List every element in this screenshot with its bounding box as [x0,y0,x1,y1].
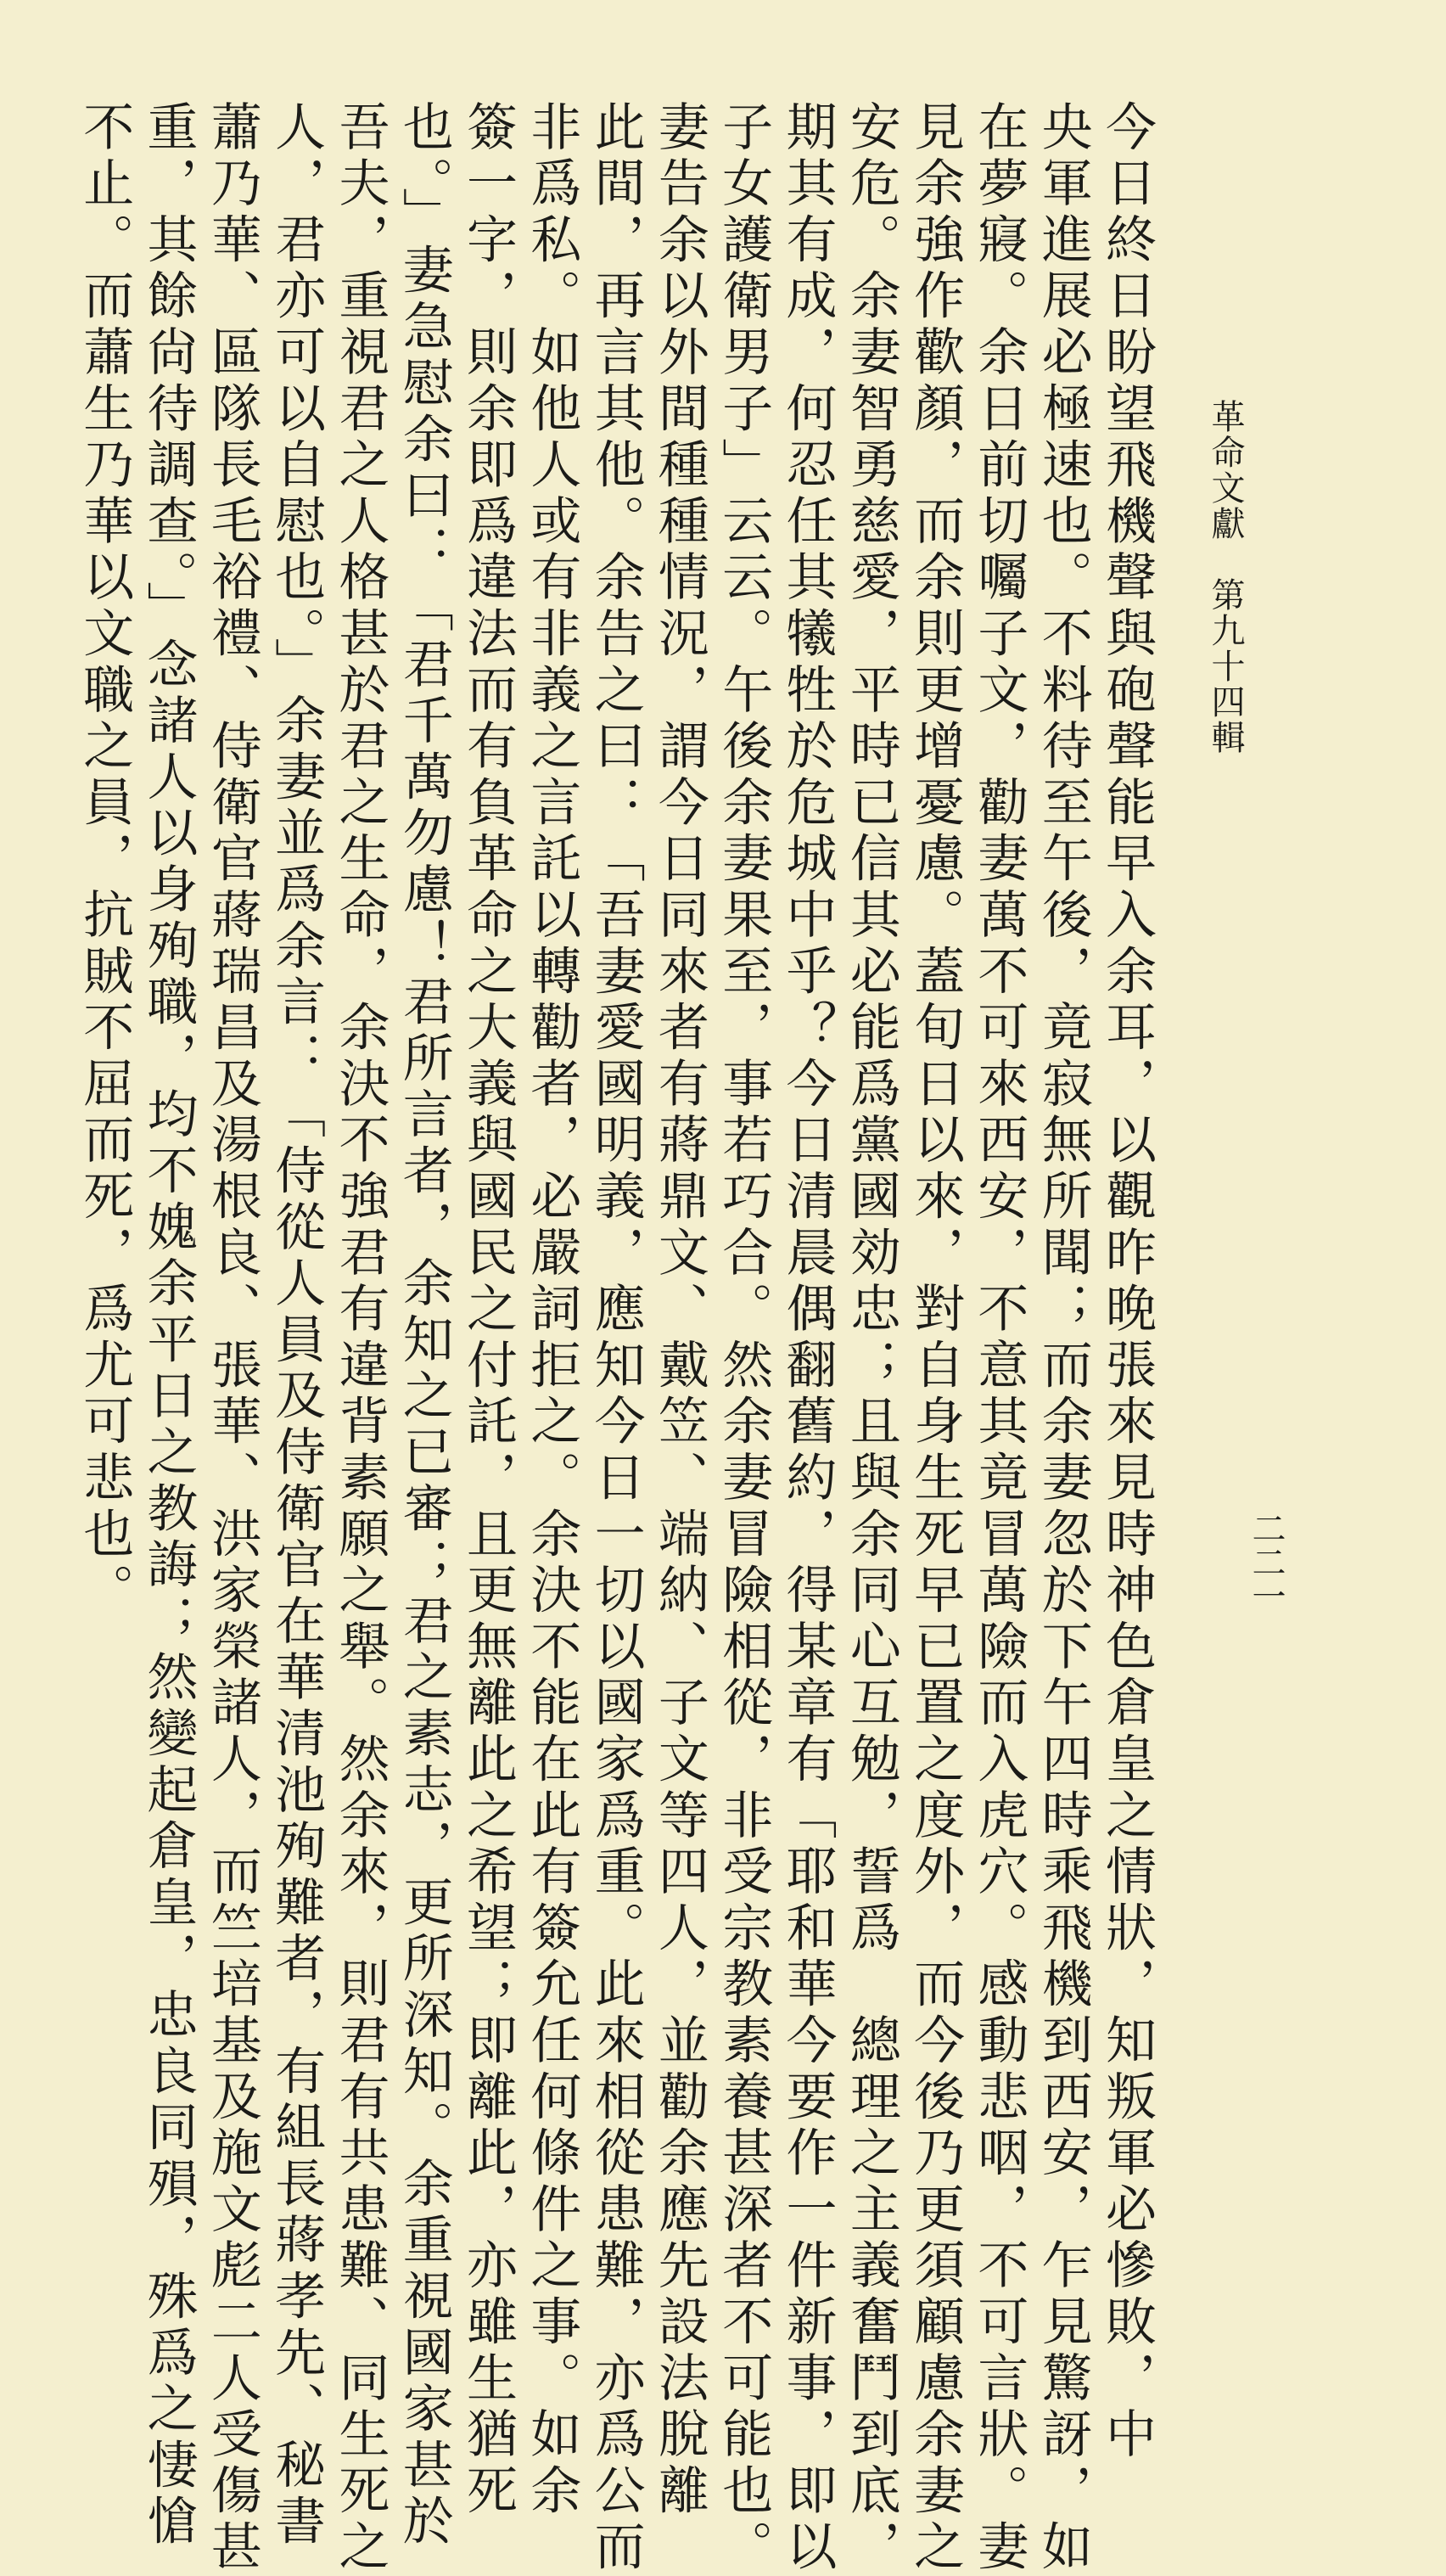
text-column: 人，君亦可以自慰也。」余妻並爲余言：「侍從人員及侍衛官在華清池殉難者，有組長蔣孝先、秘書 [266,100,327,2551]
text-column: 吾夫，重視君之人格甚於君之生命，余決不強君有違背素願之舉。然余來，則君有共患難、同生死之 [330,100,390,2576]
text-column: 重，其餘尙待調查。」念諸人以身殉職，均不媿余平日之教誨；然變起倉皇，忠良同殞，殊爲之悽愴 [138,100,199,2551]
text-column: 蕭乃華、區隊長毛裕禮、侍衛官蔣瑞昌及湯根良、張華、洪家榮諸人，而竺培基及施文彪二人受傷甚 [202,100,262,2576]
text-column: 央軍進展必極速也。不料待至午後，竟寂無所聞；而余妻忽於下午四時乘飛機到西安，乍見驚訝，如 [1033,100,1093,2576]
text-column: 見余強作歡顏，而余則更增憂慮。蓋旬日以來，對自身生死早已置之度外，而今後乃更須顧慮余妻之 [905,100,966,2576]
text-column: 安危。余妻智勇慈愛，平時已信其必能爲黨國効忠；且與余同心互勉，誓爲 總理之主義奮鬥到底， [841,100,901,2576]
text-column: 簽一字，則余即爲違法而有負革命之大義與國民之付託，且更無離此之希望；即離此，亦雖生猶死 [458,100,518,2520]
text-column: 在夢寢。余日前切囑子文，勸妻萬不可來西安，不意其竟冒萬險而入虎穴。感動悲咽，不可言狀。妻 [969,100,1029,2576]
page-number: 二二一 [1247,1511,1286,1613]
text-column: 期其有成，何忍任其犧牲於危城中乎？今日清晨偶翻舊約，得某章有「耶和華今要作一件新事，即以 [777,100,838,2576]
running-header-title: 革命文獻 第九十四輯 [1206,399,1245,755]
text-column: 也。」妻急慰余曰：「君千萬勿慮！君所言者，余知之已審；君之素志，更所深知。余重視國家甚於 [394,100,454,2551]
text-column: 子女護衛男子」云云。午後余妻果至，事若巧合。然余妻冒險相從，非受宗教素養甚深者不可能也。 [714,100,774,2576]
body-text-block [72,100,1217,2576]
text-column: 不止。而蕭生乃華以文職之員，抗賊不屈而死，爲尤可悲也。 [75,100,135,1620]
text-column: 非爲私。如他人或有非義之言託以轉勸者，必嚴詞拒之。余決不能在此有簽允任何條件之事。如余 [522,100,582,2520]
text-column: 此間，再言其他。余告之曰：「吾妻愛國明義，應知今日一切以國家爲重。此來相從患難，亦爲公而 [586,100,646,2576]
text-column: 妻告余以外間種種情況，謂今日同來者有蔣鼎文、戴笠、端納、子文等四人，並勸余應先設法脫離 [649,100,709,2520]
text-column: 今日終日盼望飛機聲與砲聲能早入余耳，以觀昨晚張來見時神色倉皇之情狀，知叛軍必慘敗，中 [1097,100,1157,2464]
